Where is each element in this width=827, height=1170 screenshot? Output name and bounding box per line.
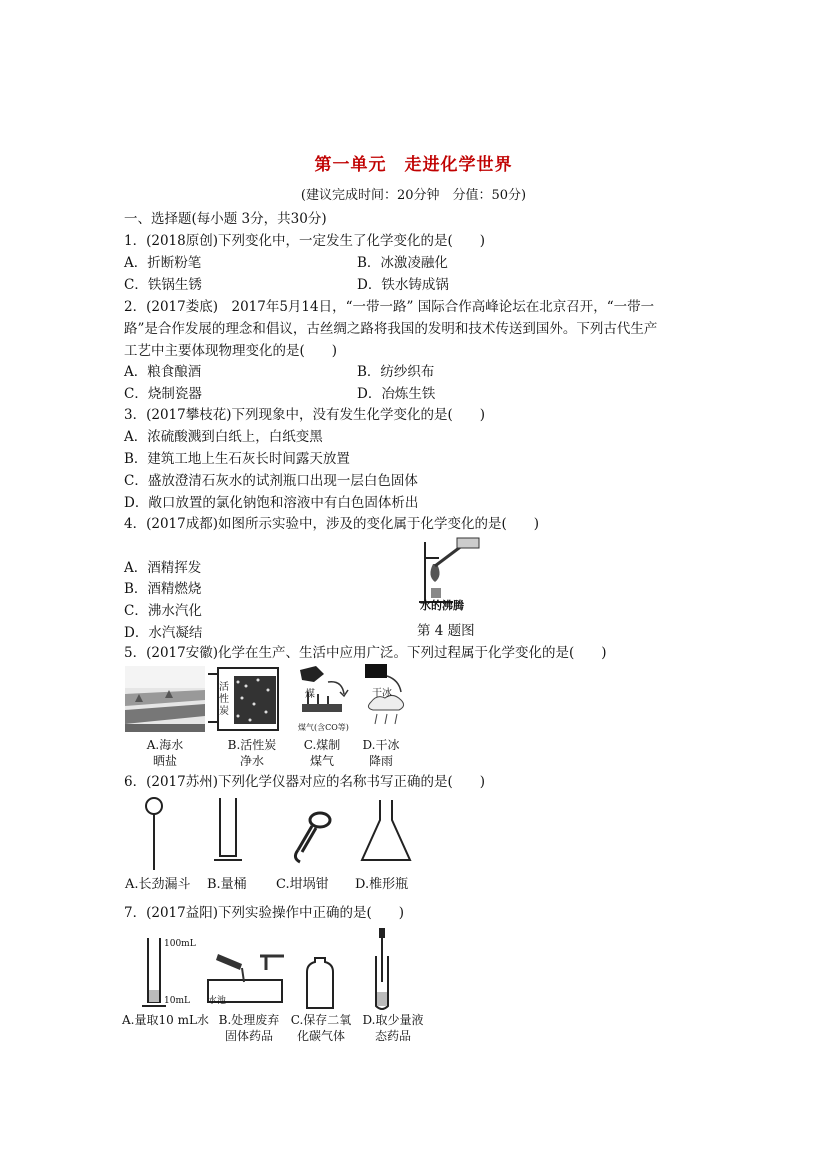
- q4-option-b: B．酒精燃烧: [124, 581, 202, 597]
- page-subtitle: (建议完成时间：20分钟 分值：50分): [300, 188, 527, 203]
- coal-gas-label: 煤气(含CO等): [298, 723, 349, 732]
- conical-flask-figure: [358, 798, 414, 866]
- q4-option-a: A．酒精挥发: [124, 560, 202, 576]
- q2-stem-line2: 路”是合作发展的理念和倡议，古丝绸之路将我国的发明和技术传送到国外。下列古代生产: [124, 321, 658, 337]
- q6-option-d: D.椎形瓶: [355, 877, 409, 892]
- q2-stem-line3: 工艺中主要体现物理变化的是( ): [124, 343, 338, 359]
- q4-figure-label: 水的沸腾: [420, 599, 464, 612]
- q4-option-d: D．水汽凝结: [124, 625, 203, 641]
- q7-caption-a: A.量取10 mL水: [122, 1013, 209, 1027]
- q2-option-d: D．冶炼生铁: [357, 386, 436, 402]
- q1-option-a: A．折断粉笔: [124, 255, 202, 271]
- q5-caption-b: B.活性炭 净水: [227, 738, 277, 768]
- q2-option-a: A．粮食酿酒: [124, 364, 202, 380]
- q5-caption-c: C.煤制 煤气: [303, 738, 341, 768]
- q6-option-c: C.坩埚钳: [276, 877, 329, 892]
- q4-figure-caption: 第 4 题图: [417, 623, 475, 639]
- q1-option-d: D．铁水铸成锅: [357, 277, 449, 293]
- coal-gas-figure: [294, 664, 356, 724]
- crucible-tongs-figure: [286, 806, 336, 866]
- q7-stem: 7．(2017益阳)下列实验操作中正确的是( ): [124, 905, 405, 921]
- label-10ml: 10mL: [164, 996, 190, 1006]
- q4-stem: 4．(2017成都)如图所示实验中，涉及的变化属于化学变化的是( ): [124, 516, 540, 532]
- q4-option-c: C．沸水汽化: [124, 603, 202, 619]
- q1-stem: 1．(2018原创)下列变化中，一定发生了化学变化的是( ): [124, 233, 486, 249]
- q7-caption-b: B.处理废弃 固体药品: [218, 1013, 280, 1043]
- q7-caption-c: C.保存二氧 化碳气体: [290, 1013, 352, 1043]
- q1-option-b: B．冰激凌融化: [357, 255, 448, 271]
- q6-stem: 6．(2017苏州)下列化学仪器对应的名称书写正确的是( ): [124, 774, 486, 790]
- dry-ice-label: 干冰: [372, 688, 392, 699]
- measuring-cylinder-figure: [214, 796, 244, 866]
- q2-option-b: B．纺纱织布: [357, 364, 435, 380]
- q5-caption-a: A.海水 晒盐: [146, 738, 184, 768]
- gas-bottle-figure: [303, 956, 337, 1010]
- q7-caption-d: D.取少量液 态药品: [362, 1013, 424, 1043]
- carbon-label: 活性炭: [219, 682, 229, 717]
- coal-label: 煤: [305, 689, 315, 700]
- q3-stem: 3．(2017攀枝花)下列现象中，没有发生化学变化的是( ): [124, 407, 486, 423]
- sea-salt-photo: [125, 666, 205, 732]
- q2-stem-line1: 2．(2017娄底) 2017年5月14日，“一带一路” 国际合作高峰论坛在北京召开，“一带一: [124, 299, 655, 315]
- boiling-water-figure: [405, 536, 485, 606]
- q2-option-c: C．烧制瓷器: [124, 386, 202, 402]
- q3-option-c: C．盛放澄清石灰水的试剂瓶口出现一层白色固体: [124, 473, 418, 489]
- section-heading: 一、选择题(每小题 3分，共30分): [124, 211, 327, 227]
- q3-option-d: D．敞口放置的氯化钠饱和溶液中有白色固体析出: [124, 495, 419, 511]
- label-pool: 水池: [208, 996, 227, 1006]
- label-100ml: 100mL: [164, 939, 196, 949]
- page-title: 第一单元 走进化学世界: [314, 155, 513, 175]
- q5-caption-d: D.干冰 降雨: [362, 738, 400, 768]
- q5-stem: 5．(2017安徽)化学在生产、生活中应用广泛。下列过程属于化学变化的是( ): [124, 645, 607, 661]
- long-neck-funnel-figure: [140, 796, 170, 872]
- q3-option-b: B．建筑工地上生石灰长时间露天放置: [124, 451, 350, 467]
- q6-option-a: A.长劲漏斗: [125, 877, 191, 892]
- q3-option-a: A．浓硫酸溅到白纸上，白纸变黑: [124, 429, 323, 445]
- q6-option-b: B.量桶: [207, 877, 247, 892]
- dropper-test-tube-figure: [372, 928, 392, 1012]
- q1-option-c: C．铁锅生锈: [124, 277, 202, 293]
